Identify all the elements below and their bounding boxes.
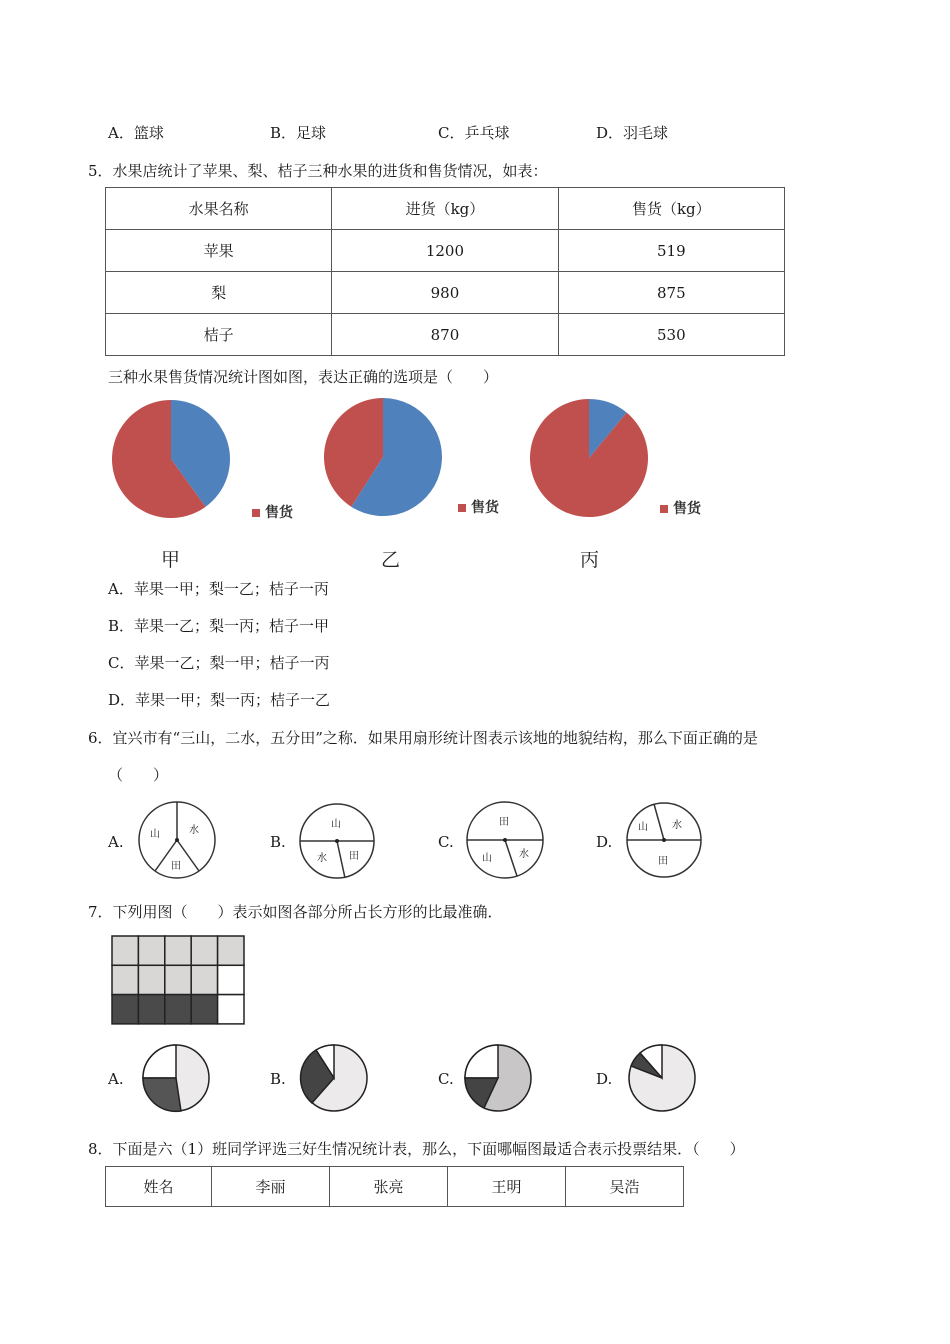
pie-label: 田 (658, 856, 668, 867)
q6-stem: 6．宜兴市有“三山，二水，五分田”之称．如果用扇形统计图表示该地的地貌结构，那么下面正确的是 (88, 729, 758, 747)
q5-legend-bing: 售货 (660, 498, 701, 518)
grid-cell (112, 995, 138, 1024)
table-row (106, 230, 785, 272)
q7-option-a-pie[interactable] (140, 1042, 212, 1114)
q4-option-d[interactable]: D．羽毛球 (596, 124, 669, 142)
table-cell: 530 (558, 314, 784, 356)
grid-cell (138, 936, 164, 965)
grid-cell (138, 995, 164, 1024)
q8-vote-table (105, 1166, 684, 1207)
q5-caption-bing: 丙 (580, 549, 600, 571)
q6-option-d-pie[interactable] (624, 800, 704, 880)
table-header: 进货（kg） (332, 188, 558, 230)
q6-paren: （ ） (108, 766, 169, 784)
pie-label: 田 (171, 861, 181, 872)
table-header: 王明 (448, 1167, 566, 1207)
pie-label: 田 (499, 817, 509, 828)
table-header: 售货（kg） (558, 188, 784, 230)
q5-option-c[interactable]: C．苹果一乙；梨一甲；桔子一丙 (108, 654, 330, 672)
table-cell: 苹果 (106, 230, 332, 272)
grid-cell (165, 995, 191, 1024)
grid-cell (218, 995, 244, 1024)
table-cell: 875 (558, 272, 784, 314)
q4-option-b[interactable]: B．足球 (270, 124, 327, 142)
pie-label: 水 (519, 849, 529, 860)
table-cell: 870 (332, 314, 558, 356)
q5-legend-yi: 售货 (458, 497, 499, 517)
table-cell: 梨 (106, 272, 332, 314)
pie-label: 山 (150, 829, 160, 840)
q6-option-b-pie[interactable] (297, 801, 377, 881)
q7-option-d-letter[interactable]: D. (596, 1070, 613, 1088)
q5-caption-yi: 乙 (381, 549, 401, 571)
pie-label: 水 (317, 853, 327, 864)
grid-cell (112, 936, 138, 965)
table-header: 张亮 (330, 1167, 448, 1207)
pie-label: 山 (331, 819, 341, 830)
pie-label: 山 (482, 853, 492, 864)
q5-legend-jia: 售货 (252, 502, 293, 522)
table-header: 水果名称 (106, 188, 332, 230)
q4-option-c[interactable]: C．乒乓球 (438, 124, 510, 142)
table-cell: 桔子 (106, 314, 332, 356)
grid-cell (191, 965, 217, 994)
q5-pie-yi (320, 394, 446, 522)
legend-swatch (660, 505, 668, 513)
table-cell: 980 (332, 272, 558, 314)
pie-label: 山 (638, 822, 648, 833)
q5-fruit-table (105, 187, 785, 356)
q7-stem: 7．下列用图（ ）表示如图各部分所占长方形的比最准确． (88, 903, 503, 921)
q7-option-c-letter[interactable]: C. (438, 1070, 454, 1088)
q6-option-d-letter[interactable]: D. (596, 833, 613, 851)
q5-sub-stem: 三种水果售货情况统计图如图，表达正确的选项是（ ） (108, 368, 499, 386)
grid-cell (165, 965, 191, 994)
pie-label: 水 (189, 825, 199, 836)
table-cell: 519 (558, 230, 784, 272)
q5-option-a[interactable]: A．苹果一甲；梨一乙；桔子一丙 (108, 580, 329, 598)
legend-swatch (252, 509, 260, 517)
q5-pie-jia (108, 396, 234, 526)
q8-stem: 8．下面是六（1）班同学评选三好生情况统计表，那么，下面哪幅图最适合表示投票结果．（ ） (88, 1140, 745, 1158)
table-cell: 1200 (332, 230, 558, 272)
grid-cell (191, 995, 217, 1024)
q6-option-b-letter[interactable]: B. (270, 833, 286, 851)
q6-option-c-pie[interactable] (464, 799, 546, 881)
table-header: 姓名 (106, 1167, 212, 1207)
table-row (106, 272, 785, 314)
q7-option-d-pie[interactable] (626, 1042, 698, 1114)
table-row (106, 314, 785, 356)
pie-label: 田 (349, 851, 359, 862)
legend-swatch (458, 504, 466, 512)
table-header: 李丽 (212, 1167, 330, 1207)
grid-cell (218, 965, 244, 994)
grid-cell (218, 936, 244, 965)
q6-option-a-letter[interactable]: A. (108, 833, 124, 851)
q5-stem: 5．水果店统计了苹果、梨、桔子三种水果的进货和售货情况，如表： (88, 162, 548, 180)
q5-option-d[interactable]: D．苹果一甲；梨一丙；桔子一乙 (108, 691, 331, 709)
q7-option-b-letter[interactable]: B. (270, 1070, 286, 1088)
q7-rectangle-grid (110, 934, 247, 1025)
q5-option-b[interactable]: B．苹果一乙；梨一丙；桔子一甲 (108, 617, 330, 635)
q7-option-c-pie[interactable] (462, 1042, 534, 1114)
q6-option-c-letter[interactable]: C. (438, 833, 454, 851)
grid-cell (191, 936, 217, 965)
grid-cell (165, 936, 191, 965)
q4-option-a[interactable]: A．篮球 (108, 124, 164, 142)
q5-caption-jia: 甲 (161, 549, 181, 571)
q7-option-b-pie[interactable] (298, 1042, 370, 1114)
grid-cell (112, 965, 138, 994)
table-header: 吴浩 (566, 1167, 684, 1207)
grid-cell (138, 965, 164, 994)
pie-label: 水 (672, 820, 682, 831)
q6-option-a-pie[interactable] (136, 799, 218, 881)
q5-pie-bing (526, 396, 652, 524)
q7-option-a-letter[interactable]: A. (108, 1070, 124, 1088)
